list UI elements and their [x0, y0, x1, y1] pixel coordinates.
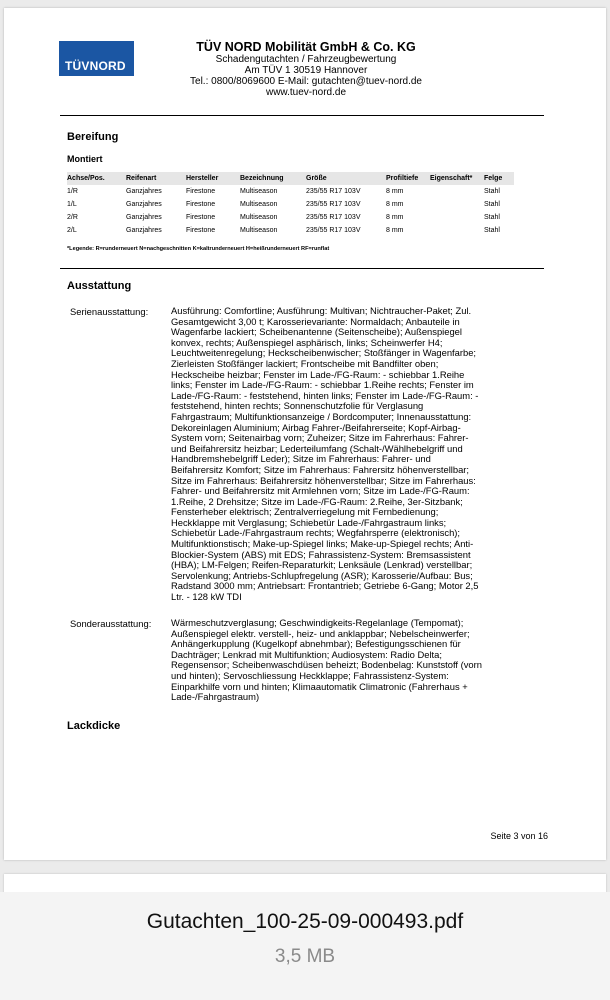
tire-table-cell: 8 mm: [386, 227, 404, 234]
tire-table-cell: 235/55 R17 103V: [306, 214, 361, 221]
tire-table: [67, 172, 514, 237]
text-line: Multifunktionstisch; Make-up-Spiegel links; Make-up-Spiegel rechts; Anti-: [171, 538, 474, 550]
sonderausstattung-label: Sonderausstattung:: [70, 618, 152, 629]
tire-table-cell: Ganzjahres: [126, 227, 162, 234]
text-line: Servolenkung; Antriebs-Schlupfregelung (ASR); Karosserie/Aufbau: Bus;: [171, 569, 473, 581]
text-line: feststehend, hinten rechts; Sonnenschutzfolie für Verglasung: [171, 400, 424, 412]
text-line: Radstand 3000 mm; Antriebsart: Frontantrieb; Getriebe 6-Gang; Motor 2,5: [171, 580, 479, 592]
text-line: Ausführung: Comfortline; Ausführung: Multivan; Nichtraucher-Paket; Zul.: [171, 305, 472, 316]
text-line: Lade-/Fahrgastraum): [171, 691, 260, 703]
text-line: Blockier-System (ABS) mit EDS; Fahrassistenz-System: Bremsassistent: [171, 548, 471, 560]
text-line: Anhängerkupplung (Kugelkopf abnehmbar); Befestigungsschienen für: [171, 638, 461, 650]
serienausstattung-text: [171, 306, 545, 603]
tire-table-body: [67, 185, 514, 237]
text-line: Zierleisten Stoßfänger lackiert; Frontscheibe mit Bandfilter oben;: [171, 357, 439, 369]
file-name[interactable]: Gutachten_100-25-09-000493.pdf: [146, 910, 464, 933]
tire-table-cell: [430, 211, 484, 224]
tire-legend: *Legende: R=runderneuert N=nachgeschnitten K=kaltrunderneuert H=heißrunderneuert RF=runflat: [67, 246, 330, 252]
tire-column-header: Hersteller: [186, 172, 240, 185]
tire-table-cell: 8 mm: [386, 188, 404, 195]
text-line: Leuchtweitenregelung; Heckscheibenwischer; Stoßfänger in Wagenfarbe;: [171, 347, 477, 359]
tire-table-cell: 235/55 R17 103V: [306, 227, 361, 234]
text-line: Außenspiegel elektr. verstell-, heiz- und anklappbar; Nebelscheinwerfer;: [171, 627, 470, 639]
text-line: Handbremshebelgriff Leder); Sitze im Fahrerhaus: Fahrer- und: [171, 453, 431, 465]
tire-table-cell: [430, 198, 484, 211]
tire-table-cell: 2/R: [67, 214, 78, 221]
tire-table-cell: 8 mm: [386, 214, 404, 221]
text-line: Regensensor; Scheibenwaschdüsen beheizt; Bodenbelag: Kunststoff (vorn: [171, 659, 482, 671]
company-contact: Tel.: 0800/8069600 E-Mail: gutachten@tuev-nord.de: [190, 76, 422, 87]
letterhead: [170, 40, 442, 98]
tire-table-cell: Multiseason: [240, 214, 278, 221]
text-line: Gesamtgewicht 3,00 t; Karosserievariante: Normaldach; Anbauteile in: [171, 315, 460, 327]
tire-table-cell: Multiseason: [240, 227, 278, 234]
text-line: Heckscheibe heizbar; Fenster im Lade-/FG-Raum: - schiebbar 1.Reihe: [171, 368, 465, 380]
company-website: www.tuev-nord.de: [265, 87, 347, 98]
tire-table-cell: Firestone: [186, 201, 216, 208]
tire-table-cell: Firestone: [186, 214, 216, 221]
tire-table-cell: Stahl: [484, 214, 500, 221]
page-number: Seite 3 von 16: [490, 831, 548, 841]
text-line: Dachträger; Lenkrad mit Multifunktion; Audiosystem: Radio Delta;: [171, 648, 442, 660]
text-line: Fahrgastraum; Multifunktionsanzeige / Bordcomputer; Innenausstattung:: [171, 410, 472, 422]
subsection-title-montiert: Montiert: [67, 154, 103, 164]
text-line: Beifahrersitz Komfort; Sitze im Fahrerhaus: Fahrersitz höhenverstellbar;: [171, 463, 470, 475]
tire-column-header: Achse/Pos.: [67, 172, 126, 185]
text-line: 1.Reihe, 2 Drehsitze; Sitze im Lade-/FG-Raum: 2.Reihe, 3er-Sitzbank;: [171, 495, 463, 507]
tire-table-row: [67, 224, 514, 237]
section-divider: [60, 268, 544, 269]
tire-table-cell: Ganzjahres: [126, 188, 162, 195]
tire-table-cell: 235/55 R17 103V: [306, 188, 361, 195]
tire-table-cell: Firestone: [186, 227, 216, 234]
tire-table-cell: Stahl: [484, 201, 500, 208]
section-title-ausstattung: Ausstattung: [67, 280, 132, 292]
tire-column-header: Profiltiefe: [386, 172, 430, 185]
tire-column-header: Eigenschaft*: [430, 172, 484, 185]
document-subtitle: Schadengutachten / Fahrzeugbewertung: [215, 54, 397, 65]
header-divider: [60, 115, 544, 116]
tire-table-cell: 1/L: [67, 201, 77, 208]
tire-table-cell: Ganzjahres: [126, 201, 162, 208]
sonderausstattung-text: [171, 618, 545, 703]
tuev-nord-logo: [59, 41, 134, 76]
text-line: Dekoreinlagen Aluminium; Airbag Fahrer-/Beifahrerseite; Kopf-Airbag-: [171, 421, 461, 433]
tire-table-cell: [430, 185, 484, 198]
tire-table-header: [67, 172, 514, 185]
text-line: links; Fenster im Lade-/FG-Raum: - schiebbar 1.Reihe rechts; Fenster im: [171, 379, 474, 391]
text-line: Einparkhilfe vorn und hinten; Klimaautomatik Climatronic (Fahrerhaus +: [171, 680, 468, 692]
text-line: Fensterheber elektrisch; Zentralverriegelung mit Fernbedienung;: [171, 506, 439, 518]
text-line: Lade-/FG-Raum: - feststehend, hinten links; Fenster im Lade-/FG-Raum: -: [171, 389, 479, 401]
company-name: TÜV NORD Mobilität GmbH & Co. KG: [196, 40, 416, 54]
tire-table-cell: Ganzjahres: [126, 214, 162, 221]
text-line: Heckklappe mit Verglasung; Schiebetür Lade-/Fahrgastraum links;: [171, 516, 447, 528]
tire-table-cell: 235/55 R17 103V: [306, 201, 361, 208]
tire-column-header: Felge: [484, 172, 514, 185]
tire-table-row: [67, 198, 514, 211]
tire-column-header: Bezeichnung: [240, 172, 306, 185]
tire-table-cell: Stahl: [484, 188, 500, 195]
section-title-bereifung: Bereifung: [67, 131, 119, 143]
tire-table-cell: Multiseason: [240, 201, 278, 208]
text-line: und Beifahrersitz heizbar; Lederteilumfang (Schalt-/Wählhebelgriff und: [171, 442, 463, 454]
file-size: 3,5 MB: [274, 946, 336, 967]
text-line: Ltr. - 128 kW TDI: [171, 591, 242, 603]
tire-table-cell: [430, 224, 484, 237]
text-line: konvex, rechts; Außenspiegel asphärisch, links; Scheinwerfer H4;: [171, 336, 443, 348]
section-title-lackdicke: Lackdicke: [67, 720, 121, 732]
serienausstattung-label: Serienausstattung:: [70, 306, 149, 317]
text-line: Schiebetür Lade-/Fahrgastraum rechts; Wegfahrsperre (elektronisch);: [171, 527, 461, 539]
tire-table-cell: Stahl: [484, 227, 500, 234]
text-line: und hinten); Servoschliessung Heckklappe; Fahrassistenz-System:: [171, 669, 449, 681]
tire-table-cell: 2/L: [67, 227, 77, 234]
text-line: (HBA); LM-Felgen; Reifen-Reparaturkit; Lenksäule (Lenkrad) verstellbar;: [171, 559, 473, 571]
tire-table-cell: 1/R: [67, 188, 78, 195]
tire-table-row: [67, 185, 514, 198]
tire-table-cell: 8 mm: [386, 201, 404, 208]
tire-table-cell: Multiseason: [240, 188, 278, 195]
text-line: Wärmeschutzverglasung; Geschwindigkeits-Regelanlage (Tempomat);: [171, 617, 464, 628]
company-address: Am TÜV 1 30519 Hannover: [244, 65, 368, 76]
tire-table-row: [67, 211, 514, 224]
text-line: Wagenfarbe lackiert; Scheibenantenne (Seitenscheibe); Außenspiegel: [171, 326, 462, 338]
logo-text: TÜVNORD: [65, 59, 126, 73]
tire-column-header: Reifenart: [126, 172, 186, 185]
text-line: Fahrer- und Beifahrersitz mit Armlehnen vorn; Sitze im Lade-/FG-Raum:: [171, 485, 470, 497]
text-line: Sitze im Fahrerhaus: Beifahrersitz höhenverstellbar; Sitze im Fahrerhaus:: [171, 474, 476, 486]
text-line: System vorn; Seitenairbag vorn; Zuheizer; Sitze im Fahrerhaus: Fahrer-: [171, 432, 469, 444]
tire-column-header: Größe: [306, 172, 386, 185]
tire-table-cell: Firestone: [186, 188, 216, 195]
